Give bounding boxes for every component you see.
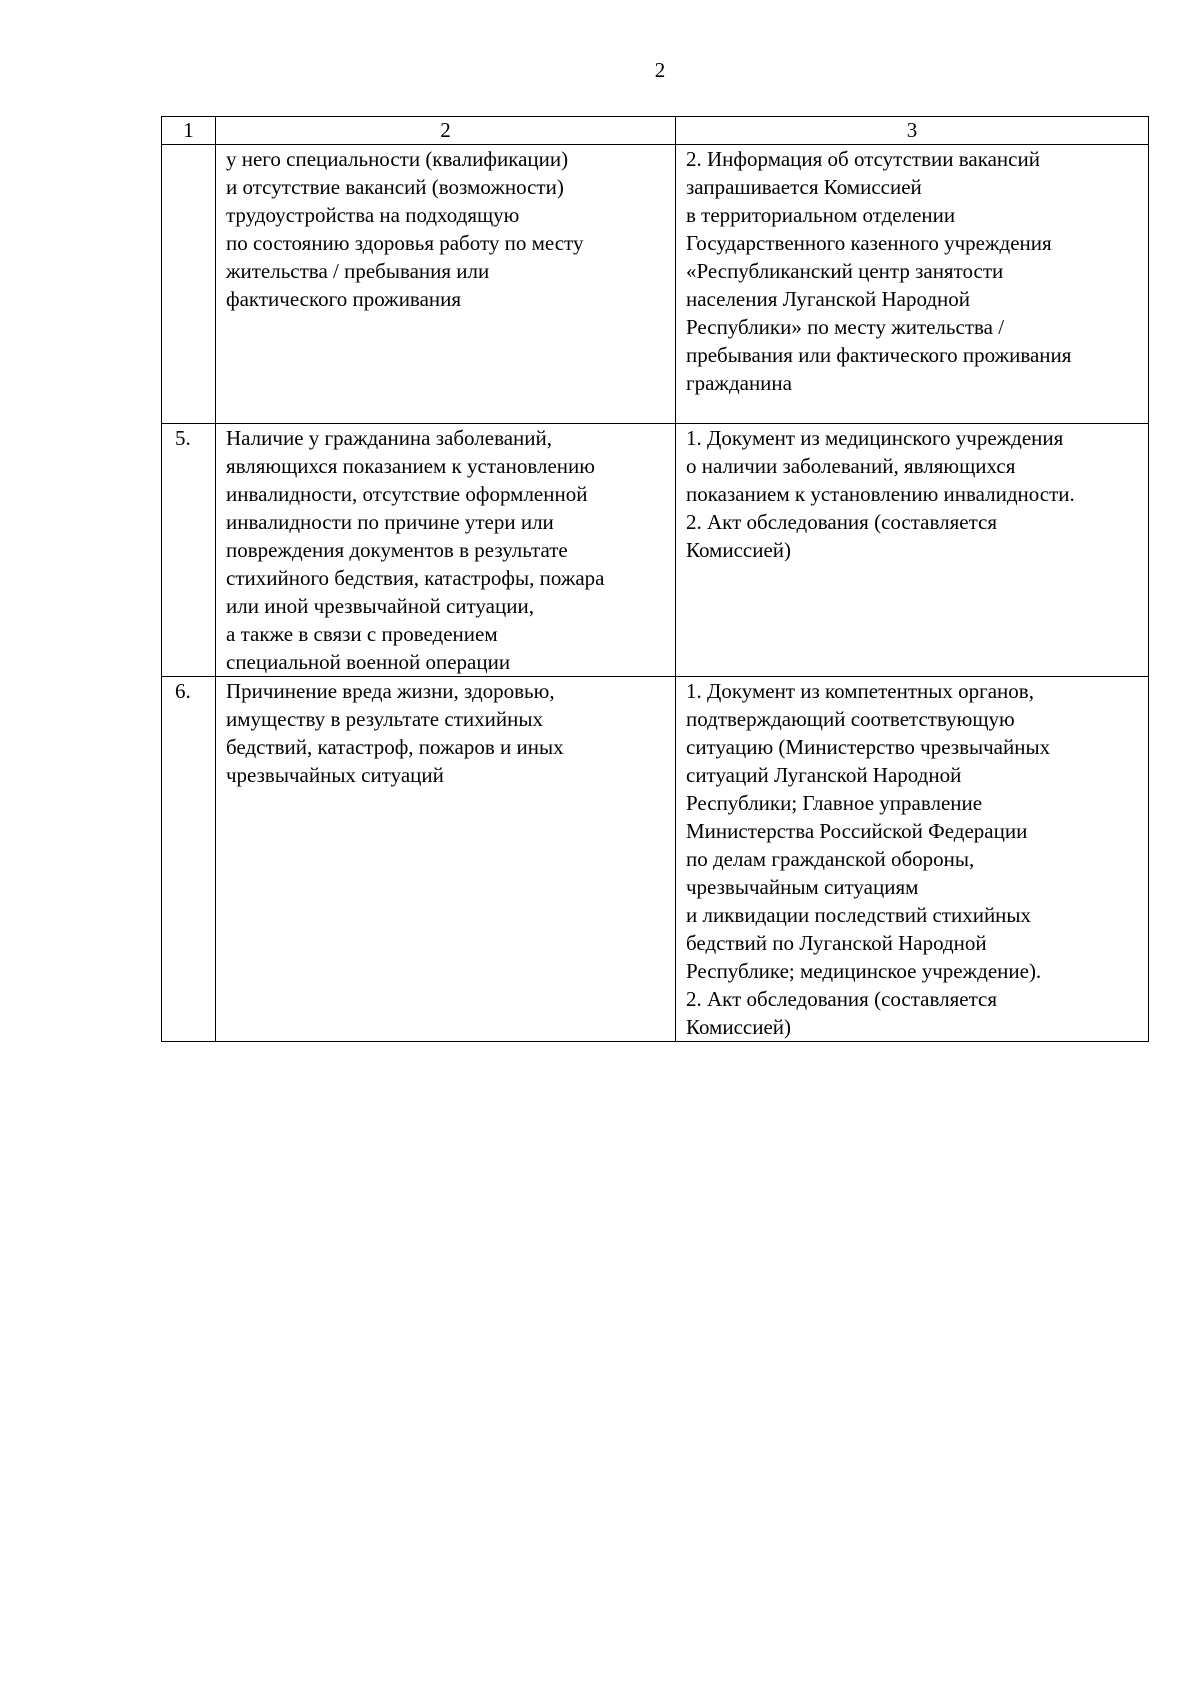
row-condition: Причинение вреда жизни, здоровью, имуществу в результате стихийных бедствий, катастроф, пожаров и иных чрезвычайных ситуаций (216, 677, 676, 1042)
row-condition: Наличие у гражданина заболеваний, являющихся показанием к установлению инвалидности, отсутствие оформленной инвалидности по причине утери или повреждения документов в результате стихийного бедствия, катастрофы, пожара или иной чрезвычайной ситуации, а также в связи с проведением специальной военной операции (216, 424, 676, 677)
row-number: 6. (162, 677, 216, 1042)
table-row (162, 677, 1149, 1042)
table-row (162, 145, 1149, 424)
table-header-row (162, 117, 1149, 145)
row-condition: у него специальности (квалификации) и отсутствие вакансий (возможности) трудоустройства на подходящую по состоянию здоровья работу по месту жительства / пребывания или фактического проживания (216, 145, 676, 424)
table-row (162, 424, 1149, 677)
row-number: 5. (162, 424, 216, 677)
column-header-2: 2 (216, 117, 676, 145)
document-table (161, 116, 1149, 1042)
row-documents: 1. Документ из компетентных органов, подтверждающий соответствующую ситуацию (Министерство чрезвычайных ситуаций Луганской Народной Республики; Главное управление Министерства Российской Федерации по делам гражданской обороны, чрезвычайным ситуациям и ликвидации последствий стихийных бедствий по Луганской Народной Республике; медицинское учреждение). 2. Акт обследования (составляется Комиссией) (676, 677, 1149, 1042)
row-documents: 1. Документ из медицинского учреждения о наличии заболеваний, являющихся показанием к установлению инвалидности. 2. Акт обследования (составляется Комиссией) (676, 424, 1149, 677)
row-number (162, 145, 216, 424)
column-header-1: 1 (162, 117, 216, 145)
column-header-3: 3 (676, 117, 1149, 145)
row-documents: 2. Информация об отсутствии вакансий запрашивается Комиссией в территориальном отделении Государственного казенного учреждения «Республиканский центр занятости населения Луганской Народной Республики» по месту жительства / пребывания или фактического проживания гражданина (676, 145, 1149, 424)
page-number: 2 (654, 58, 666, 82)
